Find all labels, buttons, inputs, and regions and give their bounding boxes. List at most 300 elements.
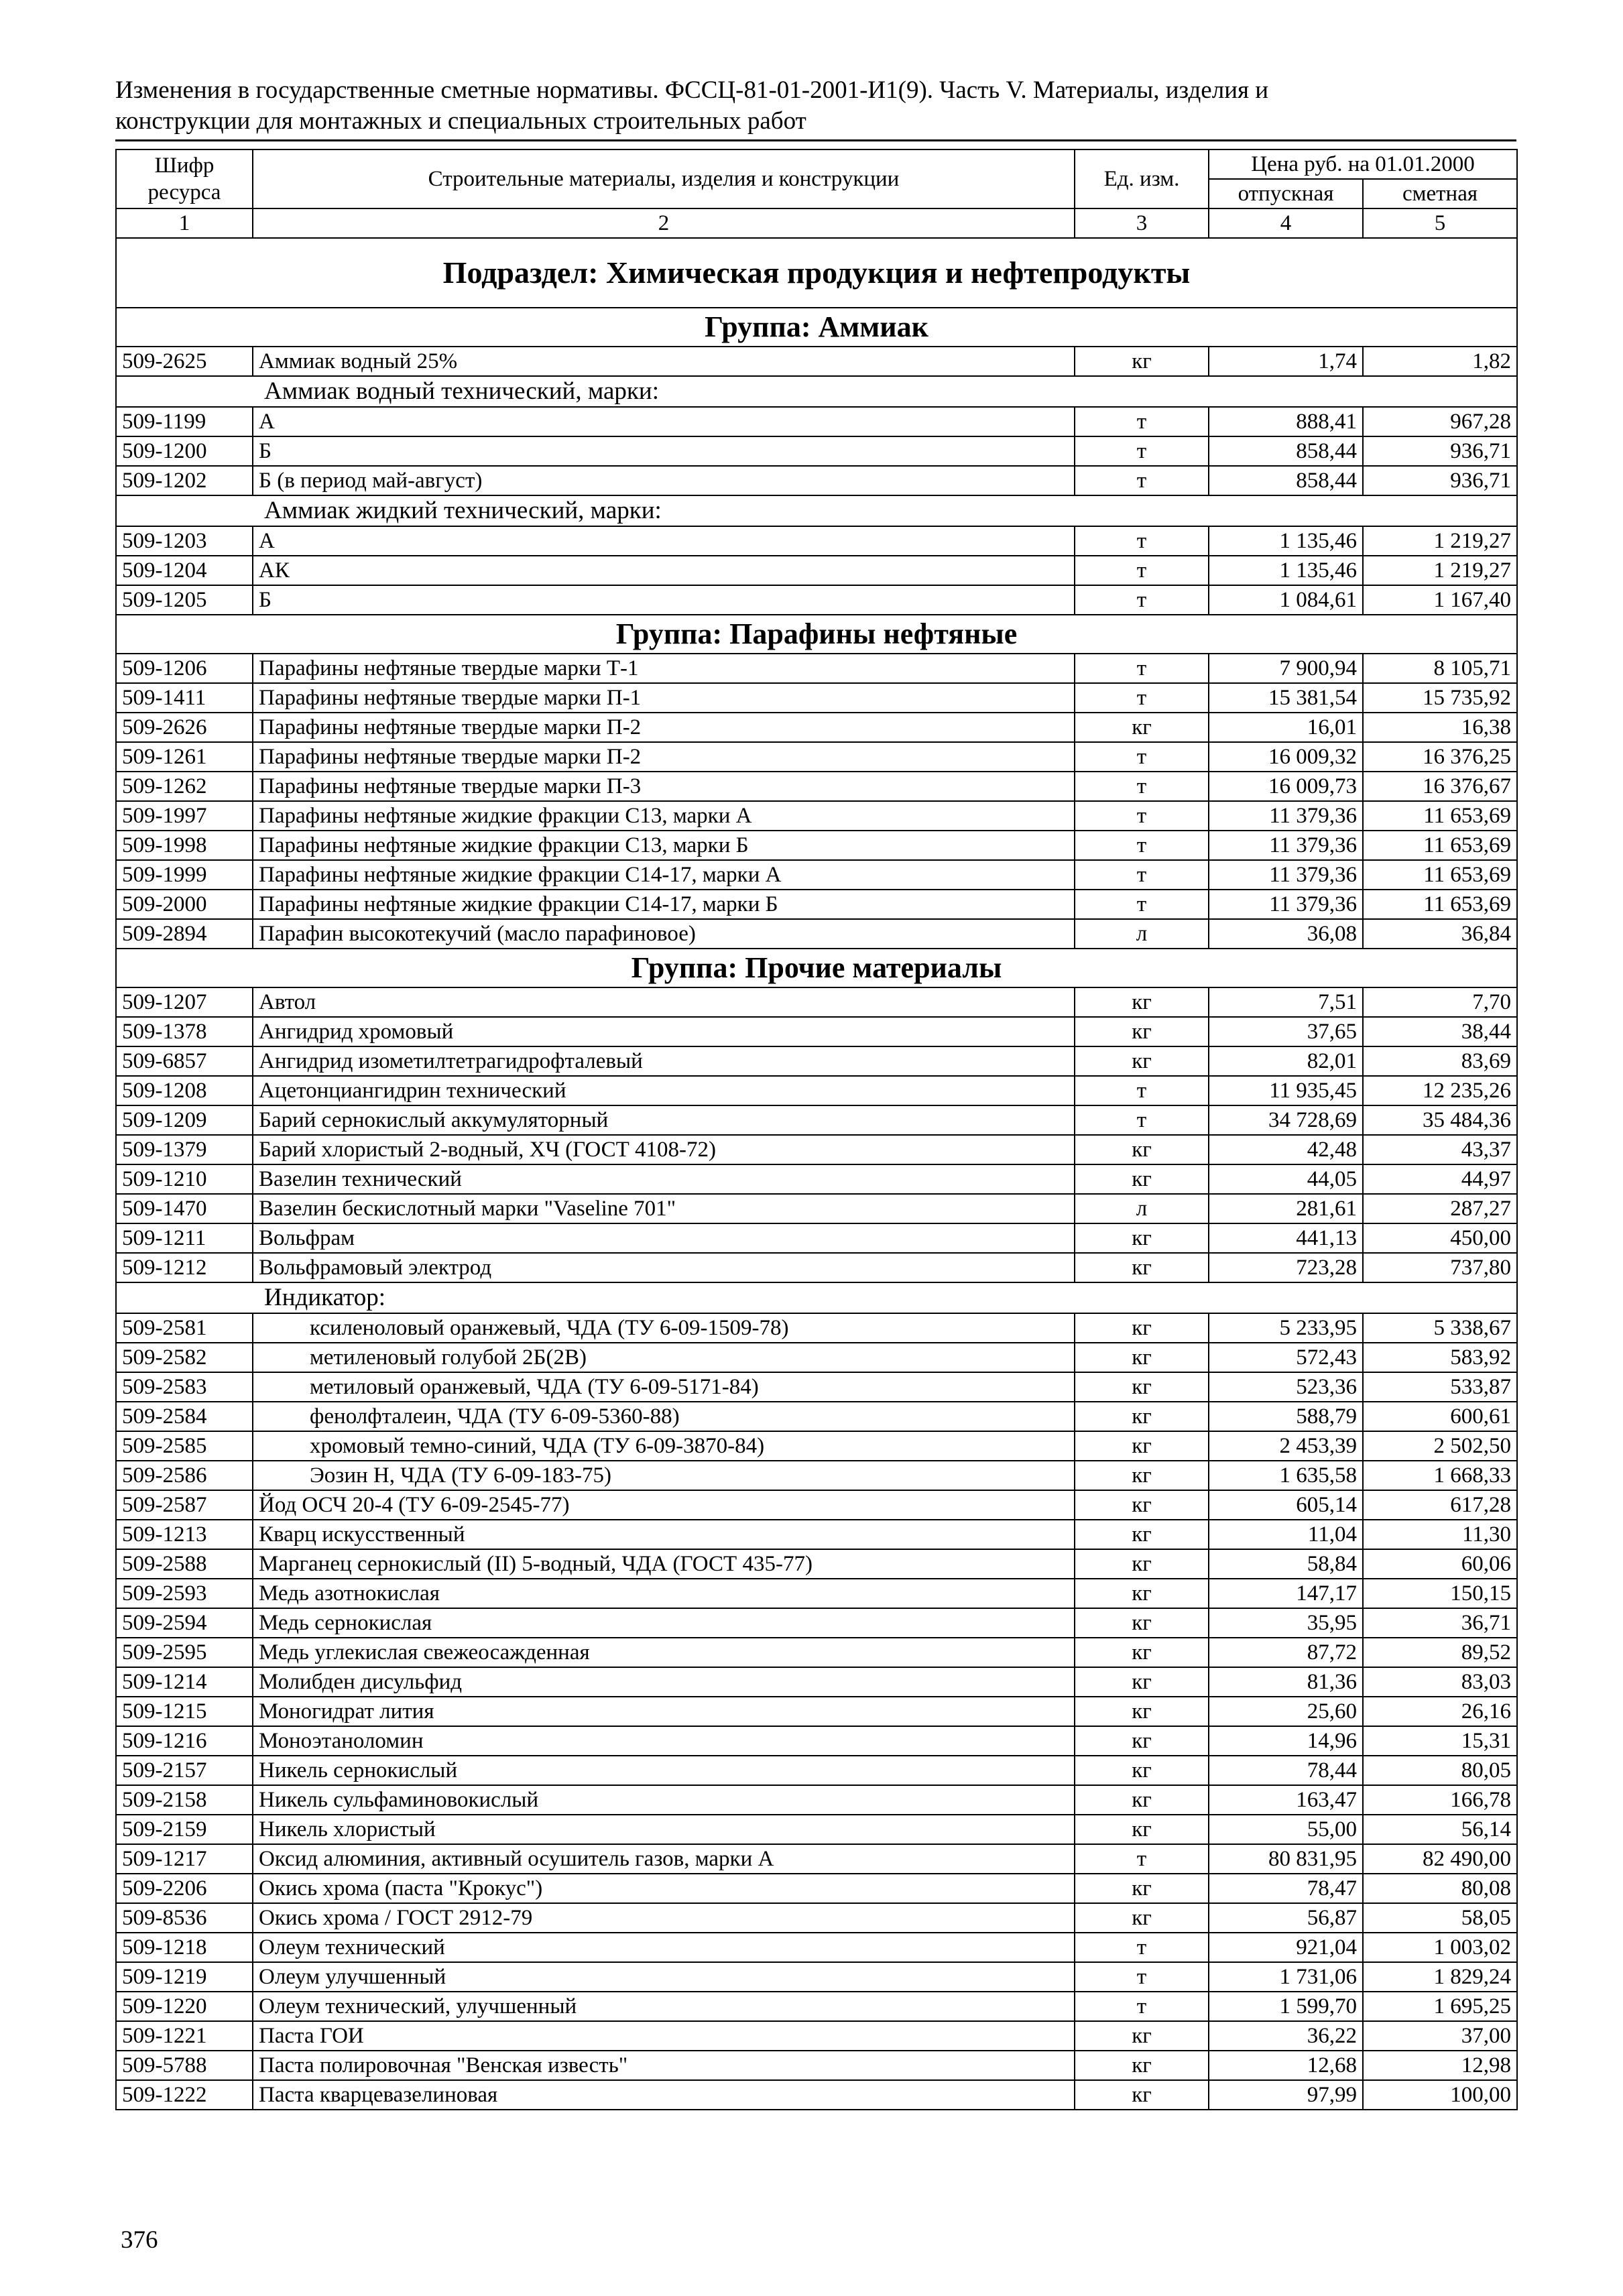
col-number-1: 1 <box>116 208 253 238</box>
unit-cell: кг <box>1075 713 1209 742</box>
release-price-cell: 15 381,54 <box>1209 683 1363 713</box>
estimate-price-cell: 5 338,67 <box>1363 1313 1517 1343</box>
material-name-cell: Автол <box>253 987 1075 1017</box>
material-name-cell: ксиленоловый оранжевый, ЧДА (ТУ 6-09-1509-78) <box>253 1313 1075 1343</box>
material-name-cell: Парафин высокотекучий (масло парафиновое) <box>253 919 1075 949</box>
resource-code-cell: 509-1206 <box>116 654 253 683</box>
resource-code-cell: 509-1208 <box>116 1076 253 1105</box>
table-row <box>116 1992 1517 2021</box>
table-row <box>116 1105 1517 1135</box>
material-name-cell: Эозин Н, ЧДА (ТУ 6-09-183-75) <box>253 1461 1075 1490</box>
table-row <box>116 1667 1517 1697</box>
resource-code-cell: 509-1199 <box>116 407 253 436</box>
table-row <box>116 2080 1517 2110</box>
material-name-cell: Аммиак водный 25% <box>253 347 1075 376</box>
estimate-price-cell: 936,71 <box>1363 436 1517 466</box>
table-row <box>116 1874 1517 1903</box>
table-row <box>116 801 1517 831</box>
material-name-cell: Ацетонциангидрин технический <box>253 1076 1075 1105</box>
unit-cell: кг <box>1075 2021 1209 2051</box>
resource-code-cell: 509-1212 <box>116 1253 253 1282</box>
page-number: 376 <box>121 2226 158 2254</box>
material-name-cell: Олеум технический, улучшенный <box>253 1992 1075 2021</box>
release-price-cell: 11 379,36 <box>1209 860 1363 890</box>
estimate-price-cell: 11 653,69 <box>1363 831 1517 860</box>
unit-cell: т <box>1075 890 1209 919</box>
release-price-cell: 44,05 <box>1209 1164 1363 1194</box>
material-name-cell: Молибден дисульфид <box>253 1667 1075 1697</box>
estimate-price-cell: 16 376,25 <box>1363 742 1517 772</box>
release-price-cell: 588,79 <box>1209 1402 1363 1431</box>
table-row <box>116 742 1517 772</box>
table-row <box>116 407 1517 436</box>
table-row <box>116 1135 1517 1164</box>
unit-cell: т <box>1075 1076 1209 1105</box>
release-price-cell: 1 135,46 <box>1209 526 1363 556</box>
resource-code-cell: 509-1218 <box>116 1933 253 1962</box>
material-name-cell: Б <box>253 436 1075 466</box>
resource-code-cell: 509-2588 <box>116 1549 253 1579</box>
unit-cell: т <box>1075 436 1209 466</box>
table-row <box>116 2021 1517 2051</box>
resource-code-cell: 509-1220 <box>116 1992 253 2021</box>
release-price-cell: 82,01 <box>1209 1046 1363 1076</box>
col-number-5: 5 <box>1363 208 1517 238</box>
resource-code-cell: 509-6857 <box>116 1046 253 1076</box>
material-name-cell: Окись хрома / ГОСТ 2912-79 <box>253 1903 1075 1933</box>
unit-cell: кг <box>1075 1431 1209 1461</box>
table-row <box>116 860 1517 890</box>
unit-cell: кг <box>1075 987 1209 1017</box>
release-price-cell: 36,22 <box>1209 2021 1363 2051</box>
unit-cell: т <box>1075 585 1209 615</box>
table-row <box>116 436 1517 466</box>
release-price-cell: 605,14 <box>1209 1490 1363 1520</box>
unit-cell: л <box>1075 919 1209 949</box>
unit-cell: т <box>1075 683 1209 713</box>
col-unit-header: Ед. изм. <box>1075 149 1209 208</box>
release-price-cell: 78,44 <box>1209 1756 1363 1785</box>
release-price-cell: 1 731,06 <box>1209 1962 1363 1992</box>
table-row <box>116 1076 1517 1105</box>
unit-cell: кг <box>1075 1726 1209 1756</box>
unit-cell: т <box>1075 801 1209 831</box>
estimate-price-cell: 80,05 <box>1363 1756 1517 1785</box>
group-heading-row <box>116 615 1517 654</box>
table-row <box>116 1903 1517 1933</box>
resource-code-cell: 509-1214 <box>116 1667 253 1697</box>
unit-cell: т <box>1075 742 1209 772</box>
table-row <box>116 772 1517 801</box>
estimate-price-cell: 450,00 <box>1363 1223 1517 1253</box>
estimate-price-cell: 15,31 <box>1363 1726 1517 1756</box>
material-name-cell: Б (в период май-август) <box>253 466 1075 495</box>
material-name-cell: Парафины нефтяные жидкие фракции С13, марки Б <box>253 831 1075 860</box>
table-row <box>116 890 1517 919</box>
material-name-cell: Паста кварцевазелиновая <box>253 2080 1075 2110</box>
resource-code-cell: 509-2583 <box>116 1372 253 1402</box>
release-price-cell: 7 900,94 <box>1209 654 1363 683</box>
table-row <box>116 1815 1517 1844</box>
estimate-price-cell: 617,28 <box>1363 1490 1517 1520</box>
unit-cell: кг <box>1075 1579 1209 1608</box>
unit-cell: кг <box>1075 1874 1209 1903</box>
material-name-cell: Вольфрам <box>253 1223 1075 1253</box>
release-price-cell: 55,00 <box>1209 1815 1363 1844</box>
subheading-row <box>116 1282 1517 1313</box>
estimate-price-cell: 12 235,26 <box>1363 1076 1517 1105</box>
release-price-cell: 1,74 <box>1209 347 1363 376</box>
document-header <box>115 75 1516 141</box>
resource-code-cell: 509-1221 <box>116 2021 253 2051</box>
section-title: Подраздел: Химическая продукция и нефтепродукты <box>116 238 1517 308</box>
release-price-cell: 97,99 <box>1209 2080 1363 2110</box>
table-row <box>116 1520 1517 1549</box>
resource-code-cell: 509-1213 <box>116 1520 253 1549</box>
estimate-price-cell: 82 490,00 <box>1363 1844 1517 1874</box>
material-name-cell: Никель хлористый <box>253 1815 1075 1844</box>
unit-cell: кг <box>1075 1697 1209 1726</box>
resource-code-cell: 509-1216 <box>116 1726 253 1756</box>
material-name-cell: А <box>253 407 1075 436</box>
estimate-price-cell: 11,30 <box>1363 1520 1517 1549</box>
unit-cell: кг <box>1075 1223 1209 1253</box>
resource-code-cell: 509-1219 <box>116 1962 253 1992</box>
resource-code-cell: 509-2206 <box>116 1874 253 1903</box>
material-name-cell: Парафины нефтяные твердые марки П-2 <box>253 713 1075 742</box>
material-name-cell: Вольфрамовый электрод <box>253 1253 1075 1282</box>
resource-code-cell: 509-1202 <box>116 466 253 495</box>
release-price-cell: 147,17 <box>1209 1579 1363 1608</box>
unit-cell: т <box>1075 556 1209 585</box>
unit-cell: кг <box>1075 1520 1209 1549</box>
release-price-cell: 523,36 <box>1209 1372 1363 1402</box>
unit-cell: кг <box>1075 1343 1209 1372</box>
unit-cell: кг <box>1075 1046 1209 1076</box>
table-row <box>116 1046 1517 1076</box>
release-price-cell: 1 635,58 <box>1209 1461 1363 1490</box>
unit-cell: кг <box>1075 1549 1209 1579</box>
estimate-price-cell: 38,44 <box>1363 1017 1517 1046</box>
estimate-price-cell: 43,37 <box>1363 1135 1517 1164</box>
unit-cell: л <box>1075 1194 1209 1223</box>
release-price-cell: 36,08 <box>1209 919 1363 949</box>
release-price-cell: 858,44 <box>1209 436 1363 466</box>
col-name-header: Строительные материалы, изделия и конструкции <box>253 149 1075 208</box>
table-row <box>116 987 1517 1017</box>
resource-code-cell: 509-1997 <box>116 801 253 831</box>
material-name-cell: Кварц искусственный <box>253 1520 1075 1549</box>
release-price-cell: 723,28 <box>1209 1253 1363 1282</box>
material-name-cell: Окись хрома (паста "Крокус") <box>253 1874 1075 1903</box>
resource-code-cell: 509-1261 <box>116 742 253 772</box>
table-row <box>116 919 1517 949</box>
resource-code-cell: 509-2586 <box>116 1461 253 1490</box>
resource-code-cell: 509-2581 <box>116 1313 253 1343</box>
col-price-header: Цена руб. на 01.01.2000 <box>1209 149 1517 179</box>
table-body <box>116 238 1517 2110</box>
col-number-2: 2 <box>253 208 1075 238</box>
release-price-cell: 14,96 <box>1209 1726 1363 1756</box>
material-name-cell: Медь сернокислая <box>253 1608 1075 1638</box>
material-name-cell: Парафины нефтяные твердые марки П-1 <box>253 683 1075 713</box>
material-name-cell: А <box>253 526 1075 556</box>
resource-code-cell: 509-1204 <box>116 556 253 585</box>
material-name-cell: Парафины нефтяные жидкие фракции С14-17, марки Б <box>253 890 1075 919</box>
unit-cell: т <box>1075 860 1209 890</box>
release-price-cell: 58,84 <box>1209 1549 1363 1579</box>
estimate-price-cell: 37,00 <box>1363 2021 1517 2051</box>
unit-cell: т <box>1075 772 1209 801</box>
release-price-cell: 16,01 <box>1209 713 1363 742</box>
resource-code-cell: 509-2158 <box>116 1785 253 1815</box>
unit-cell: т <box>1075 1933 1209 1962</box>
release-price-cell: 16 009,73 <box>1209 772 1363 801</box>
estimate-price-cell: 166,78 <box>1363 1785 1517 1815</box>
release-price-cell: 281,61 <box>1209 1194 1363 1223</box>
resource-code-cell: 509-1211 <box>116 1223 253 1253</box>
estimate-price-cell: 83,69 <box>1363 1046 1517 1076</box>
release-price-cell: 1 084,61 <box>1209 585 1363 615</box>
unit-cell: т <box>1075 831 1209 860</box>
release-price-cell: 11 379,36 <box>1209 890 1363 919</box>
material-name-cell: Ангидрид изометилтетрагидрофталевый <box>253 1046 1075 1076</box>
resource-code-cell: 509-1378 <box>116 1017 253 1046</box>
release-price-cell: 888,41 <box>1209 407 1363 436</box>
estimate-price-cell: 100,00 <box>1363 2080 1517 2110</box>
table-row <box>116 1164 1517 1194</box>
table-row <box>116 1343 1517 1372</box>
unit-cell: т <box>1075 466 1209 495</box>
estimate-price-cell: 967,28 <box>1363 407 1517 436</box>
resource-code-cell: 509-1411 <box>116 683 253 713</box>
unit-cell: кг <box>1075 1135 1209 1164</box>
resource-code-cell: 509-1215 <box>116 1697 253 1726</box>
release-price-cell: 42,48 <box>1209 1135 1363 1164</box>
estimate-price-cell: 44,97 <box>1363 1164 1517 1194</box>
table-row <box>116 585 1517 615</box>
material-name-cell: метиленовый голубой 2Б(2В) <box>253 1343 1075 1372</box>
resource-code-cell: 509-2582 <box>116 1343 253 1372</box>
estimate-price-cell: 11 653,69 <box>1363 860 1517 890</box>
material-name-cell: Б <box>253 585 1075 615</box>
estimate-price-cell: 8 105,71 <box>1363 654 1517 683</box>
unit-cell: кг <box>1075 2051 1209 2080</box>
resource-code-cell: 509-2625 <box>116 347 253 376</box>
unit-cell: кг <box>1075 1608 1209 1638</box>
table-row <box>116 683 1517 713</box>
unit-cell: кг <box>1075 1372 1209 1402</box>
estimate-price-cell: 16 376,67 <box>1363 772 1517 801</box>
table-row <box>116 1017 1517 1046</box>
estimate-price-cell: 83,03 <box>1363 1667 1517 1697</box>
table-row <box>116 1549 1517 1579</box>
estimate-price-cell: 36,71 <box>1363 1608 1517 1638</box>
estimate-price-cell: 533,87 <box>1363 1372 1517 1402</box>
table-row <box>116 1844 1517 1874</box>
estimate-price-cell: 15 735,92 <box>1363 683 1517 713</box>
release-price-cell: 34 728,69 <box>1209 1105 1363 1135</box>
col-release-price-header: отпускная <box>1209 179 1363 208</box>
release-price-cell: 56,87 <box>1209 1903 1363 1933</box>
estimate-price-cell: 7,70 <box>1363 987 1517 1017</box>
estimate-price-cell: 1 003,02 <box>1363 1933 1517 1962</box>
estimate-price-cell: 600,61 <box>1363 1402 1517 1431</box>
estimate-price-cell: 11 653,69 <box>1363 890 1517 919</box>
unit-cell: кг <box>1075 347 1209 376</box>
estimate-price-cell: 1,82 <box>1363 347 1517 376</box>
estimate-price-cell: 1 219,27 <box>1363 556 1517 585</box>
table-row <box>116 654 1517 683</box>
table-row <box>116 1579 1517 1608</box>
estimate-price-cell: 1 829,24 <box>1363 1962 1517 1992</box>
material-name-cell: Парафины нефтяные жидкие фракции С13, марки А <box>253 801 1075 831</box>
unit-cell: т <box>1075 654 1209 683</box>
resource-code-cell: 509-2157 <box>116 1756 253 1785</box>
estimate-price-cell: 16,38 <box>1363 713 1517 742</box>
estimate-price-cell: 26,16 <box>1363 1697 1517 1726</box>
material-name-cell: метиловый оранжевый, ЧДА (ТУ 6-09-5171-84) <box>253 1372 1075 1402</box>
resource-code-cell: 509-1222 <box>116 2080 253 2110</box>
resource-code-cell: 509-1217 <box>116 1844 253 1874</box>
subheading-text: Аммиак жидкий технический, марки: <box>116 495 1517 526</box>
release-price-cell: 1 599,70 <box>1209 1992 1363 2021</box>
resource-code-cell: 509-1209 <box>116 1105 253 1135</box>
release-price-cell: 80 831,95 <box>1209 1844 1363 1874</box>
resource-code-cell: 509-1998 <box>116 831 253 860</box>
group-title: Группа: Прочие материалы <box>116 949 1517 987</box>
estimate-price-cell: 89,52 <box>1363 1638 1517 1667</box>
release-price-cell: 858,44 <box>1209 466 1363 495</box>
unit-cell: кг <box>1075 1667 1209 1697</box>
col-number-4: 4 <box>1209 208 1363 238</box>
estimate-price-cell: 1 167,40 <box>1363 585 1517 615</box>
release-price-cell: 11,04 <box>1209 1520 1363 1549</box>
material-name-cell: Вазелин технический <box>253 1164 1075 1194</box>
estimate-price-cell: 35 484,36 <box>1363 1105 1517 1135</box>
unit-cell: кг <box>1075 1756 1209 1785</box>
material-name-cell: Медь углекислая свежеосажденная <box>253 1638 1075 1667</box>
unit-cell: кг <box>1075 1313 1209 1343</box>
release-price-cell: 37,65 <box>1209 1017 1363 1046</box>
release-price-cell: 12,68 <box>1209 2051 1363 2080</box>
material-name-cell: Олеум улучшенный <box>253 1962 1075 1992</box>
estimate-price-cell: 150,15 <box>1363 1579 1517 1608</box>
release-price-cell: 11 935,45 <box>1209 1076 1363 1105</box>
unit-cell: т <box>1075 1844 1209 1874</box>
group-title: Группа: Парафины нефтяные <box>116 615 1517 654</box>
unit-cell: кг <box>1075 1253 1209 1282</box>
table-row <box>116 1726 1517 1756</box>
table-row <box>116 1223 1517 1253</box>
unit-cell: кг <box>1075 2080 1209 2110</box>
unit-cell: кг <box>1075 1164 1209 1194</box>
resource-code-cell: 509-2894 <box>116 919 253 949</box>
material-name-cell: Паста ГОИ <box>253 2021 1075 2051</box>
table-row <box>116 1372 1517 1402</box>
estimate-price-cell: 56,14 <box>1363 1815 1517 1844</box>
estimate-price-cell: 58,05 <box>1363 1903 1517 1933</box>
resource-code-cell: 509-2585 <box>116 1431 253 1461</box>
col-code-header: Шифр ресурса <box>116 149 253 208</box>
release-price-cell: 11 379,36 <box>1209 831 1363 860</box>
unit-cell: кг <box>1075 1461 1209 1490</box>
table-row <box>116 347 1517 376</box>
release-price-cell: 2 453,39 <box>1209 1431 1363 1461</box>
resource-code-cell: 509-1207 <box>116 987 253 1017</box>
table-row <box>116 526 1517 556</box>
resource-code-cell: 509-2587 <box>116 1490 253 1520</box>
material-name-cell: Никель сернокислый <box>253 1756 1075 1785</box>
material-name-cell: Марганец сернокислый (II) 5-водный, ЧДА (ГОСТ 435-77) <box>253 1549 1075 1579</box>
resource-code-cell: 509-2593 <box>116 1579 253 1608</box>
section-heading-row <box>116 238 1517 308</box>
release-price-cell: 921,04 <box>1209 1933 1363 1962</box>
table-row <box>116 1638 1517 1667</box>
resource-code-cell: 509-1210 <box>116 1164 253 1194</box>
resource-code-cell: 509-2159 <box>116 1815 253 1844</box>
table-row <box>116 466 1517 495</box>
resource-code-cell: 509-5788 <box>116 2051 253 2080</box>
estimate-price-cell: 1 695,25 <box>1363 1992 1517 2021</box>
estimate-price-cell: 936,71 <box>1363 466 1517 495</box>
table-row <box>116 2051 1517 2080</box>
estimate-price-cell: 1 219,27 <box>1363 526 1517 556</box>
unit-cell: кг <box>1075 1490 1209 1520</box>
estimate-price-cell: 12,98 <box>1363 2051 1517 2080</box>
resource-code-cell: 509-1205 <box>116 585 253 615</box>
header-line-2: конструкции для монтажных и специальных строительных работ <box>115 107 806 135</box>
release-price-cell: 11 379,36 <box>1209 801 1363 831</box>
estimate-price-cell: 1 668,33 <box>1363 1461 1517 1490</box>
material-name-cell: Медь азотнокислая <box>253 1579 1075 1608</box>
unit-cell: т <box>1075 1992 1209 2021</box>
resource-code-cell: 509-1999 <box>116 860 253 890</box>
material-name-cell: Барий хлористый 2-водный, ХЧ (ГОСТ 4108-72) <box>253 1135 1075 1164</box>
unit-cell: кг <box>1075 1017 1209 1046</box>
material-name-cell: Парафины нефтяные твердые марки П-3 <box>253 772 1075 801</box>
resource-code-cell: 509-2594 <box>116 1608 253 1638</box>
resource-code-cell: 509-1200 <box>116 436 253 466</box>
release-price-cell: 35,95 <box>1209 1608 1363 1638</box>
unit-cell: т <box>1075 1962 1209 1992</box>
subheading-text: Индикатор: <box>116 1282 1517 1313</box>
resource-code-cell: 509-1470 <box>116 1194 253 1223</box>
material-name-cell: фенолфталеин, ЧДА (ТУ 6-09-5360-88) <box>253 1402 1075 1431</box>
estimate-price-cell: 60,06 <box>1363 1549 1517 1579</box>
estimate-price-cell: 2 502,50 <box>1363 1431 1517 1461</box>
table-row <box>116 1756 1517 1785</box>
unit-cell: кг <box>1075 1402 1209 1431</box>
release-price-cell: 441,13 <box>1209 1223 1363 1253</box>
table-row <box>116 1194 1517 1223</box>
material-name-cell: Никель сульфаминовокислый <box>253 1785 1075 1815</box>
release-price-cell: 16 009,32 <box>1209 742 1363 772</box>
material-name-cell: Парафины нефтяные твердые марки П-2 <box>253 742 1075 772</box>
estimate-price-cell: 36,84 <box>1363 919 1517 949</box>
release-price-cell: 5 233,95 <box>1209 1313 1363 1343</box>
table-row <box>116 1313 1517 1343</box>
release-price-cell: 1 135,46 <box>1209 556 1363 585</box>
subheading-row <box>116 376 1517 407</box>
material-name-cell: Парафины нефтяные твердые марки Т-1 <box>253 654 1075 683</box>
unit-cell: кг <box>1075 1903 1209 1933</box>
resource-code-cell: 509-1379 <box>116 1135 253 1164</box>
resource-code-cell: 509-1203 <box>116 526 253 556</box>
material-name-cell: Йод ОСЧ 20-4 (ТУ 6-09-2545-77) <box>253 1490 1075 1520</box>
table-row <box>116 1461 1517 1490</box>
table-row <box>116 1431 1517 1461</box>
